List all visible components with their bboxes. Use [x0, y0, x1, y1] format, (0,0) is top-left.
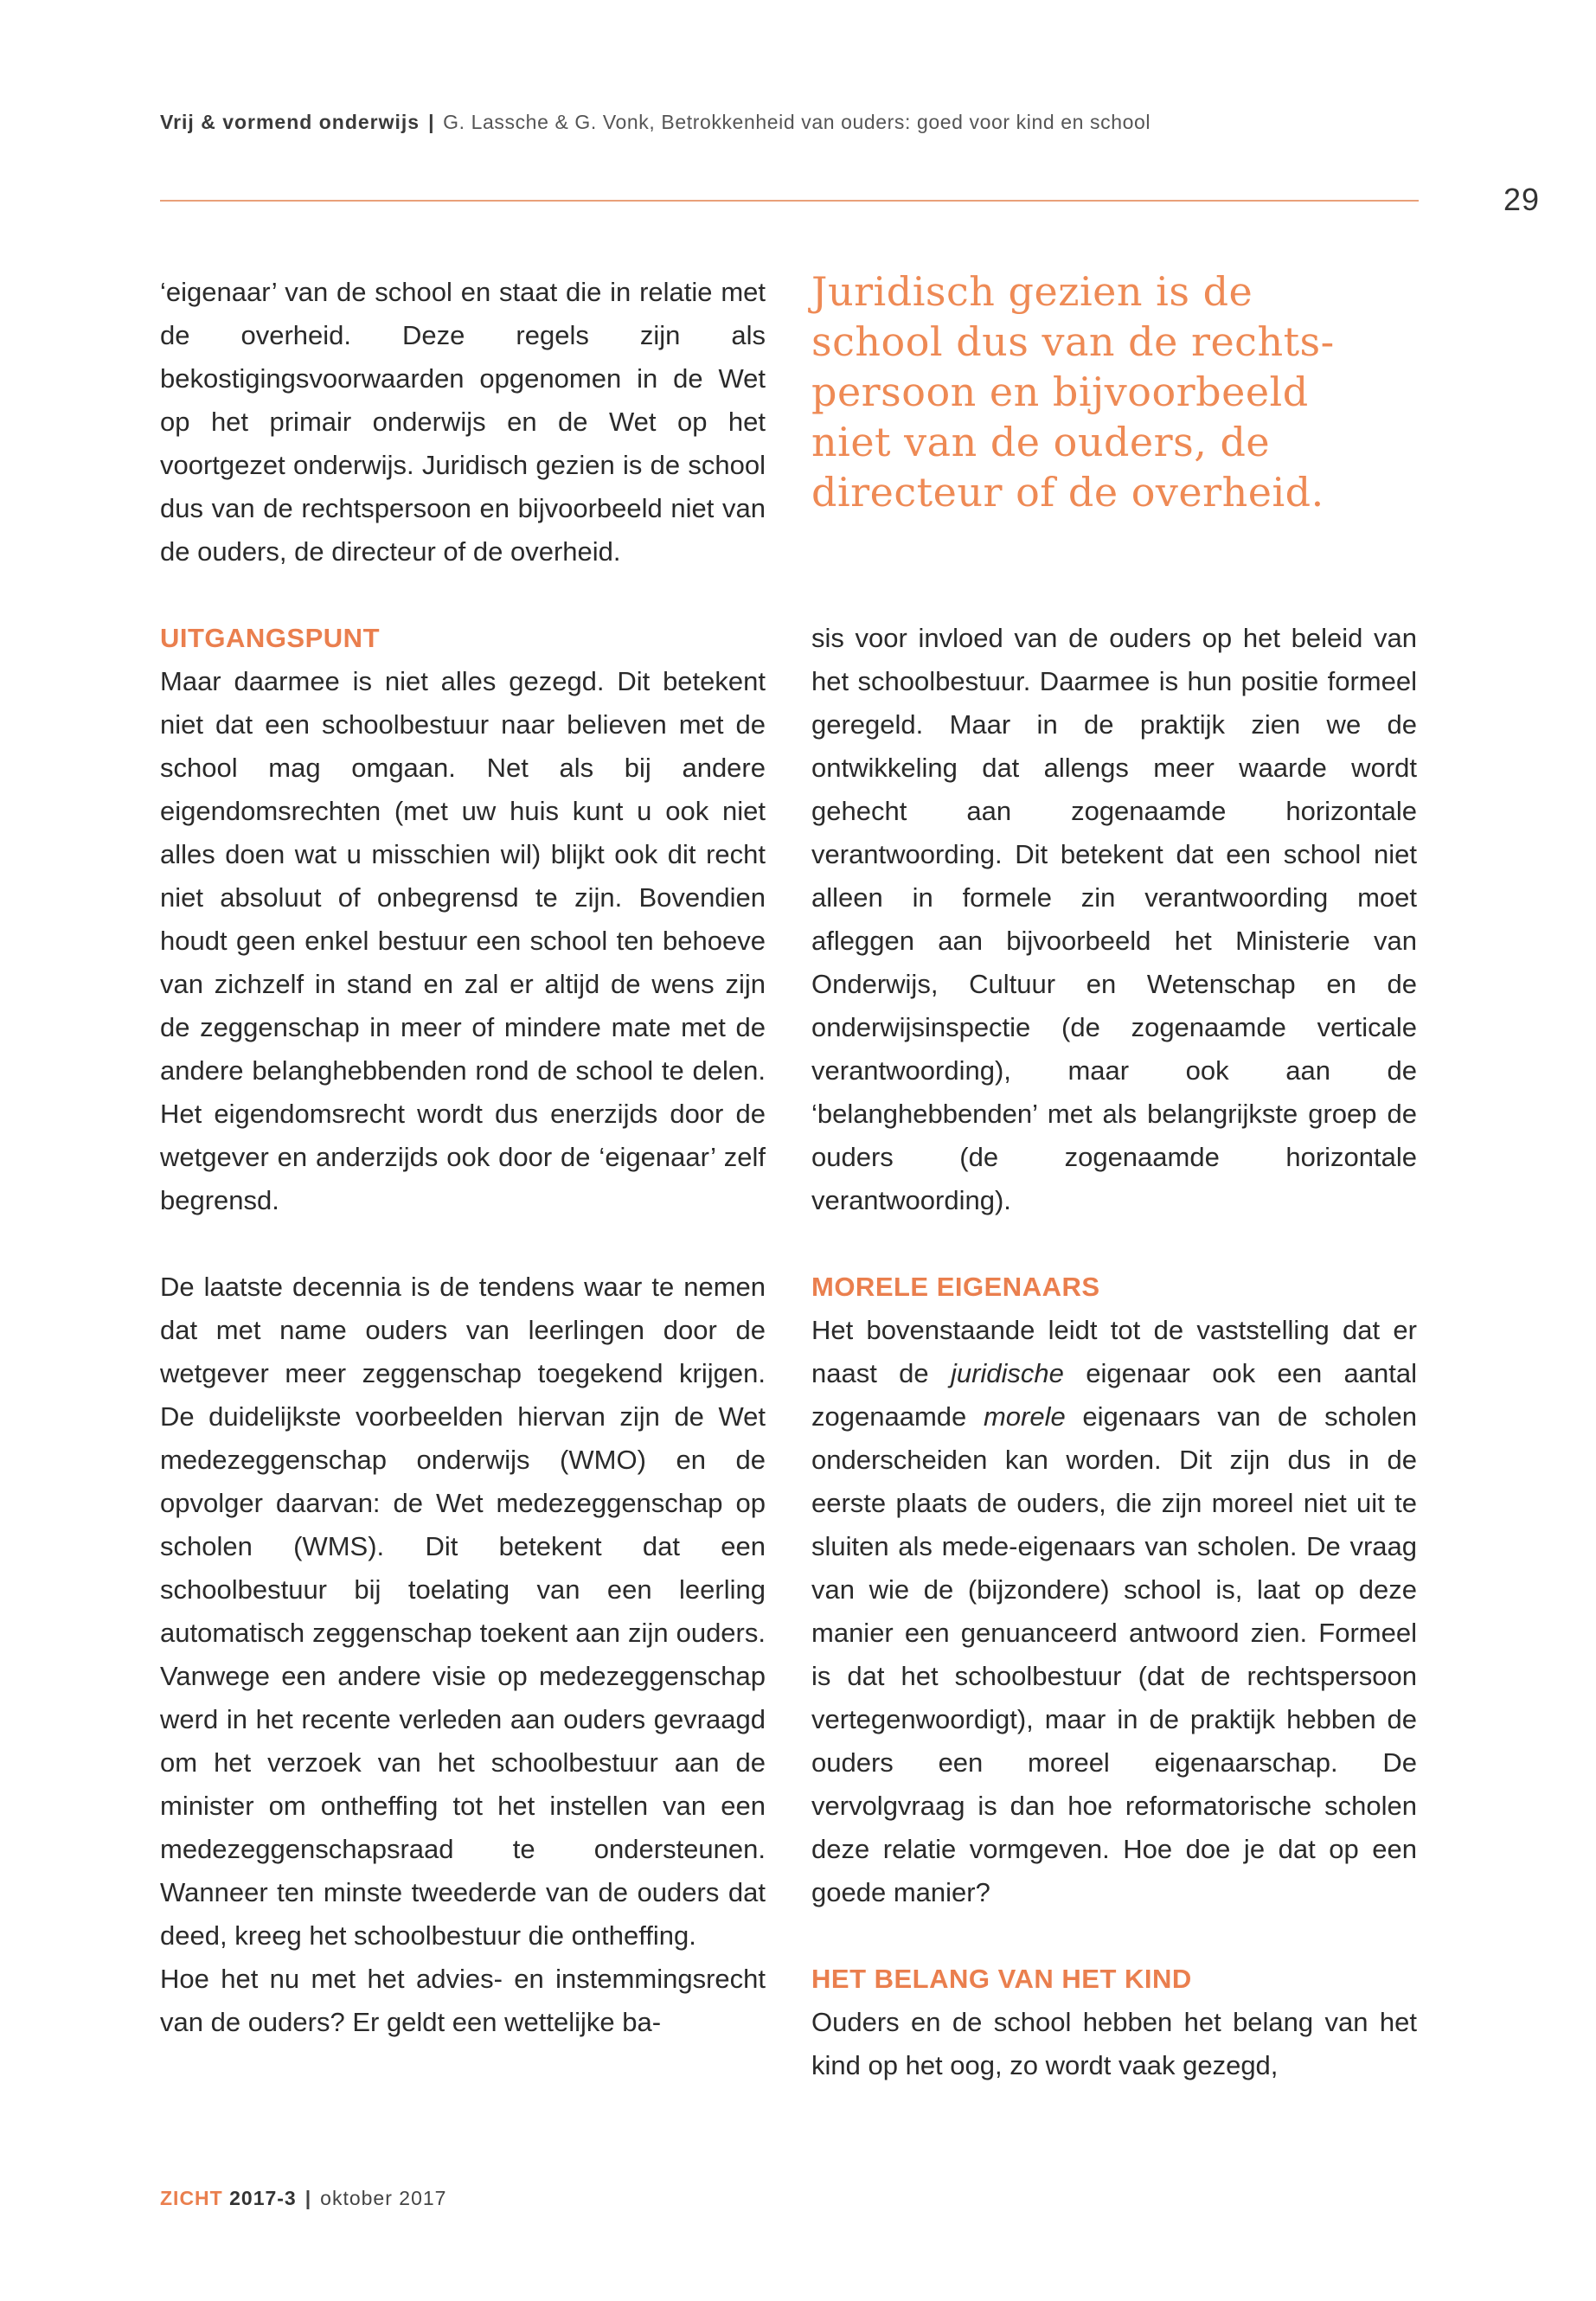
- paragraph-gap: [160, 1222, 766, 1266]
- pull-quote-line: directeur of de overheid.: [811, 469, 1324, 516]
- pull-quote-line: niet van de ouders, de: [811, 419, 1271, 465]
- pull-quote-line: school dus van de rechts-: [811, 318, 1335, 365]
- text-run: Het bovenstaande leidt tot de vaststelling dat er naast de: [811, 1315, 1417, 1388]
- body-paragraph: Ouders en de school hebben het belang van het kind op het oog, zo wordt vaak gezegd,: [811, 2007, 1417, 2080]
- magazine-name: ZICHT: [160, 2187, 223, 2209]
- paragraph-gap: [811, 1222, 1417, 1266]
- section-heading-uitgangspunt: UITGANGSPUNT: [160, 623, 380, 653]
- footer-separator: |: [304, 2187, 312, 2209]
- section-heading-morele-eigenaars: MORELE EIGENAARS: [811, 1272, 1100, 1302]
- issue-date: oktober 2017: [320, 2187, 447, 2209]
- right-column: [811, 617, 1417, 2087]
- emphasis-morele: morele: [983, 1401, 1066, 1432]
- left-column: [160, 271, 766, 2044]
- paragraph-gap: [811, 1914, 1417, 1958]
- running-header: [160, 111, 1423, 134]
- body-paragraph: sis voor invloed van de ouders op het beleid van het schoolbestuur. Daarmee is hun positie formeel geregeld. Maar in de praktijk zien we de ontwikkeling dat allengs meer waarde wordt gehecht aan zogenaamde horizontale verantwoording. Dit betekent dat een school niet alleen in formele zin verantwoording moet afleggen aan bijvoorbeeld het Ministerie van Onderwijs, Cultuur en Wetenschap en de onderwijsinspectie (de zogenaamde verticale verantwoording), maar ook aan de ‘belanghebbenden’ met als belangrijkste groep de ouders (de zogenaamde horizontale verantwoording).: [811, 623, 1417, 1215]
- text-run: eigenaars van de scholen onderscheiden kan worden. Dit zijn dus in de eerste plaats de ouders, die zijn moreel niet uit te sluiten als mede-eigenaars van scholen. De vraag van wie de (bijzondere) school is, laat op deze manier een genuanceerd antwoord zien. Formeel is dat het schoolbestuur (dat de rechtspersoon vertegenwoordigt), maar in de praktijk hebben de ouders een moreel eigenaarschap. De vervolgvraag is dan hoe reformatorische scholen deze relatie vormgeven. Hoe doe je dat op een goede manier?: [811, 1401, 1417, 1907]
- pull-quote-line: persoon en bijvoorbeeld: [811, 369, 1309, 415]
- series-title: Vrij & vormend onderwijs: [160, 111, 420, 133]
- emphasis-juridische: juridische: [950, 1358, 1064, 1388]
- issue-number: 2017-3: [229, 2187, 297, 2209]
- header-separator: |: [428, 111, 435, 133]
- body-paragraph: De laatste decennia is de tendens waar te nemen dat met name ouders van leerlingen door de wetgever meer zeggenschap toegekend krijgen. De duidelijkste voorbeelden hiervan zijn de Wet medezeggenschap onderwijs (WMO) en de opvolger daarvan: de Wet medezeggenschap op scholen (WMS). Dit betekent dat een schoolbestuur bij toelating van een leerling automatisch zeggenschap toekent aan zijn ouders. Vanwege een andere visie op medezeggenschap werd in het recente verleden aan ouders gevraagd om het verzoek van het schoolbestuur aan de minister om ontheffing tot het instellen van een medezeggenschapsraad te ondersteunen. Wanneer ten minste tweederde van de ouders dat deed, kreeg het schoolbestuur die ontheffing.: [160, 1272, 766, 1951]
- paragraph-gap: [160, 574, 766, 617]
- pull-quote-line: Juridisch gezien is de: [811, 268, 1253, 315]
- section-heading-belang-van-het-kind: HET BELANG VAN HET KIND: [811, 1964, 1192, 1994]
- text-run: eigenaar ook een aantal zogenaamde: [811, 1358, 1417, 1432]
- page-number: 29: [1503, 182, 1540, 217]
- pull-quote: [811, 266, 1434, 517]
- intro-paragraph: ‘eigenaar’ van de school en staat die in relatie met de overheid. Deze regels zijn als bekostigingsvoorwaarden opgenomen in de Wet op het primair onderwijs en de Wet op het voortgezet onderwijs. Juridisch gezien is de school dus van de rechtspersoon en bijvoorbeeld niet van de ouders, de directeur of de overheid.: [160, 277, 766, 567]
- body-paragraph: Maar daarmee is niet alles gezegd. Dit betekent niet dat een schoolbestuur naar believen met de school mag omgaan. Net als bij andere eigendomsrechten (met uw huis kunt u ook niet alles doen wat u misschien wil) blijkt ook dit recht niet absoluut of onbegrensd te zijn. Bovendien houdt geen enkel bestuur een school ten behoeve van zichzelf in stand en zal er altijd de wens zijn de zeggenschap in meer of mindere mate met de andere belanghebbenden rond de school te delen. Het eigendomsrecht wordt dus enerzijds door de wetgever en anderzijds ook door de ‘eigenaar’ zelf begrensd.: [160, 666, 766, 1215]
- body-paragraph: Hoe het nu met het advies- en instemmingsrecht van de ouders? Er geldt een wettelijke ba-: [160, 1964, 766, 2037]
- header-rule: [160, 200, 1419, 202]
- article-credit: G. Lassche & G. Vonk, Betrokkenheid van ouders: goed voor kind en school: [443, 111, 1151, 133]
- page-footer: [160, 2187, 446, 2210]
- body-paragraph: [811, 1309, 1417, 1914]
